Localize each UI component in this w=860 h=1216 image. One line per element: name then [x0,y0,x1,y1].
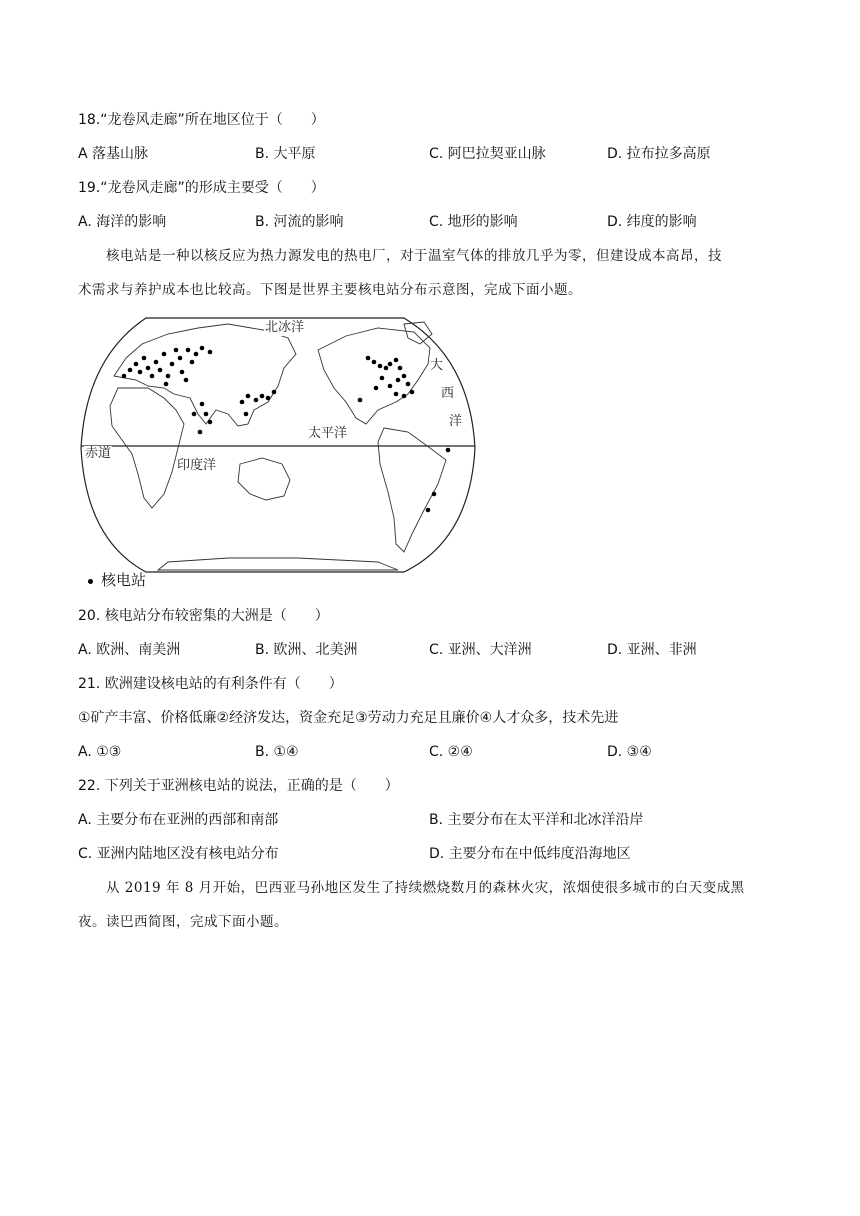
map-label-equator: 赤道 [85,446,112,461]
nuclear-plant-dot [146,366,151,371]
nuclear-plant-dot [198,430,203,435]
map-label-atlantic-3: 洋 [449,414,463,429]
nuclear-plant-dot [142,356,147,361]
nuclear-plant-dot [184,378,189,383]
nuclear-plant-dot [246,394,251,399]
nuclear-plant-dot [166,374,171,379]
q20-option-d: D. 亚洲、非洲 [607,642,697,658]
nuclear-plant-dot [446,448,451,453]
nuclear-plant-dot [394,392,399,397]
legend-label: 核电站 [101,571,147,589]
brazil-intro-line1: 从 2019 年 8 月开始，巴西亚马孙地区发生了持续燃烧数月的森林火灾，浓烟使很多城市的白天变成黑 [106,880,745,896]
q19-option-a: A. 海洋的影响 [78,214,167,230]
nuclear-plant-dot [170,362,175,367]
nuclear-plant-dot [402,394,407,399]
q22-option-c: C. 亚洲内陆地区没有核电站分布 [78,846,279,862]
nuclear-plant-dot [164,382,169,387]
map-label-pacific-ocean: 太平洋 [308,426,348,441]
q21-stem: 21. 欧洲建设核电站的有利条件有（ ） [78,676,343,692]
nuclear-intro-line2: 术需求与养护成本也比较高。下图是世界主要核电站分布示意图，完成下面小题。 [78,282,582,298]
q21-option-b: B. ①④ [255,744,299,760]
q20-option-a: A. 欧洲、南美洲 [78,642,181,658]
q22-stem: 22. 下列关于亚洲核电站的说法，正确的是（ ） [78,778,399,794]
q19-stem: 19.“龙卷风走廊”的形成主要受（ ） [78,180,325,196]
nuclear-plant-dot [154,360,159,365]
q20-option-b: B. 欧洲、北美洲 [255,642,358,658]
nuclear-plant-dot [204,412,209,417]
nuclear-plant-dot [174,348,179,353]
nuclear-plant-dot [366,356,371,361]
nuclear-plant-dot [240,400,245,405]
q20-stem: 20. 核电站分布较密集的大洲是（ ） [78,608,329,624]
legend-dot-icon [88,579,93,584]
nuclear-plant-dot [192,412,197,417]
nuclear-plant-dot [426,508,431,513]
nuclear-plant-dot [128,368,133,373]
nuclear-plant-dot [158,368,163,373]
nuclear-plant-dot [208,420,213,425]
map-legend [88,570,146,590]
q19-option-c: C. 地形的影响 [429,214,518,230]
nuclear-plant-dot [380,376,385,381]
q22-option-a: A. 主要分布在亚洲的西部和南部 [78,812,279,828]
q19-option-b: B. 河流的影响 [255,214,344,230]
map-label-arctic-ocean: 北冰洋 [265,320,305,335]
nuclear-plant-dot [200,346,205,351]
nuclear-plant-dot [260,394,265,399]
nuclear-plant-dot [208,350,213,355]
map-outline [81,318,475,572]
nuclear-plant-dot [200,402,205,407]
q18-option-b: B. 大平原 [255,146,316,162]
q21-option-c: C. ②④ [429,744,473,760]
nuclear-plant-dot [384,366,389,371]
nuclear-plant-dot [358,398,363,403]
q20-option-c: C. 亚洲、大洋洲 [429,642,532,658]
q18-stem: 18.“龙卷风走廊”所在地区位于（ ） [78,112,325,128]
nuclear-plant-dot [388,362,393,367]
nuclear-plant-dot [134,362,139,367]
world-nuclear-map [78,314,478,590]
nuclear-plant-dot [162,352,167,357]
nuclear-plant-dot [254,398,259,403]
nuclear-plant-dot [394,358,399,363]
nuclear-plant-dot [372,360,377,365]
nuclear-plant-dot [272,390,277,395]
q21-conditions: ①矿产丰富、价格低廉②经济发达，资金充足③劳动力充足且廉价④人才众多，技术先进 [78,710,619,726]
map-label-indian-ocean: 印度洋 [177,458,217,473]
q21-option-d: D. ③④ [607,744,652,760]
nuclear-plant-dot [150,374,155,379]
nuclear-plant-dot [194,352,199,357]
map-label-atlantic-1: 大 [430,358,444,373]
nuclear-plant-dot [178,356,183,361]
nuclear-intro-line1: 核电站是一种以核反应为热力源发电的热电厂，对于温室气体的排放几乎为零，但建设成本高昂，技 [106,248,722,264]
nuclear-plant-dot [180,370,185,375]
q22-option-b: B. 主要分布在太平洋和北冰洋沿岸 [429,812,644,828]
nuclear-plant-dot [402,374,407,379]
nuclear-plant-dot [396,378,401,383]
q22-option-d: D. 主要分布在中低纬度沿海地区 [429,846,631,862]
nuclear-plant-dot [138,370,143,375]
nuclear-plant-dot [398,366,403,371]
nuclear-plant-dot [244,412,249,417]
nuclear-plant-dot [410,390,415,395]
nuclear-plant-dot [406,382,411,387]
nuclear-plant-dot [378,364,383,369]
q19-option-d: D. 纬度的影响 [607,214,697,230]
map-label-atlantic-2: 西 [441,386,455,401]
nuclear-plant-dot [122,374,127,379]
nuclear-plant-dot [388,384,393,389]
nuclear-plant-dot [266,396,271,401]
nuclear-plant-dot [190,360,195,365]
world-map-svg [78,314,478,590]
q18-option-a: A 落基山脉 [78,146,149,162]
nuclear-plant-dot [186,348,191,353]
brazil-intro-line2: 夜。读巴西简图，完成下面小题。 [78,914,288,930]
q18-option-c: C. 阿巴拉契亚山脉 [429,146,546,162]
q21-option-a: A. ①③ [78,744,122,760]
nuclear-plant-dot [374,386,379,391]
nuclear-plant-dot [432,492,437,497]
q18-option-d: D. 拉布拉多高原 [607,146,711,162]
